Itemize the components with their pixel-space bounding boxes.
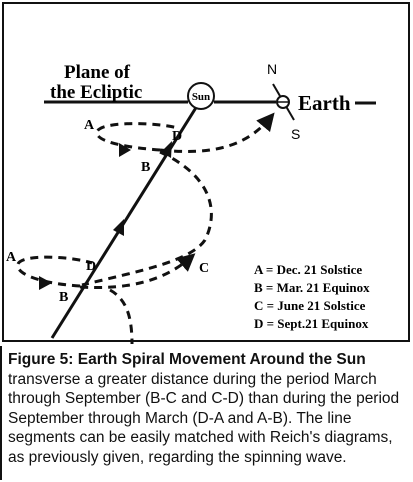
- lower-point-b: B: [59, 290, 69, 305]
- lower-point-c: C: [199, 261, 210, 276]
- upper-point-b: B: [141, 160, 151, 175]
- lower-orbit-arrow-a: [39, 276, 52, 290]
- ecliptic-label-line2: the Ecliptic: [50, 82, 143, 103]
- caption-body: transverse a greater distance during the period March through September (B-C and C-D) than during the period September through March (D-A and A-B). The line segments can be easily matched with Reich's diagrams, as previously given, regarding the spinning wave.: [8, 370, 400, 466]
- lower-orbit-loop: [18, 257, 92, 286]
- lower-orbit-tail: [110, 290, 132, 344]
- legend-item-a: A = Dec. 21 Solstice: [254, 262, 363, 277]
- caption-title: Figure 5: Earth Spiral Movement Around the Sun: [8, 351, 366, 368]
- lower-orbit-to-c: [80, 258, 190, 288]
- upper-orbit-loop: [97, 124, 178, 150]
- legend: [254, 262, 370, 331]
- figure-caption: [0, 346, 413, 480]
- south-label: S: [291, 126, 301, 142]
- upper-point-a: A: [84, 118, 95, 133]
- legend-item-b: B = Mar. 21 Equinox: [254, 280, 370, 295]
- lower-point-d: D: [86, 259, 97, 274]
- upper-point-d: D: [172, 129, 183, 144]
- north-label: N: [267, 61, 278, 77]
- legend-item-c: C = June 21 Solstice: [254, 298, 366, 313]
- ecliptic-label-line1: Plane of: [64, 62, 130, 83]
- legend-item-d: D = Sept.21 Equinox: [254, 316, 369, 331]
- sun-label: Sun: [191, 91, 211, 103]
- earth-label: Earth: [298, 91, 351, 115]
- lower-point-a: A: [6, 250, 17, 265]
